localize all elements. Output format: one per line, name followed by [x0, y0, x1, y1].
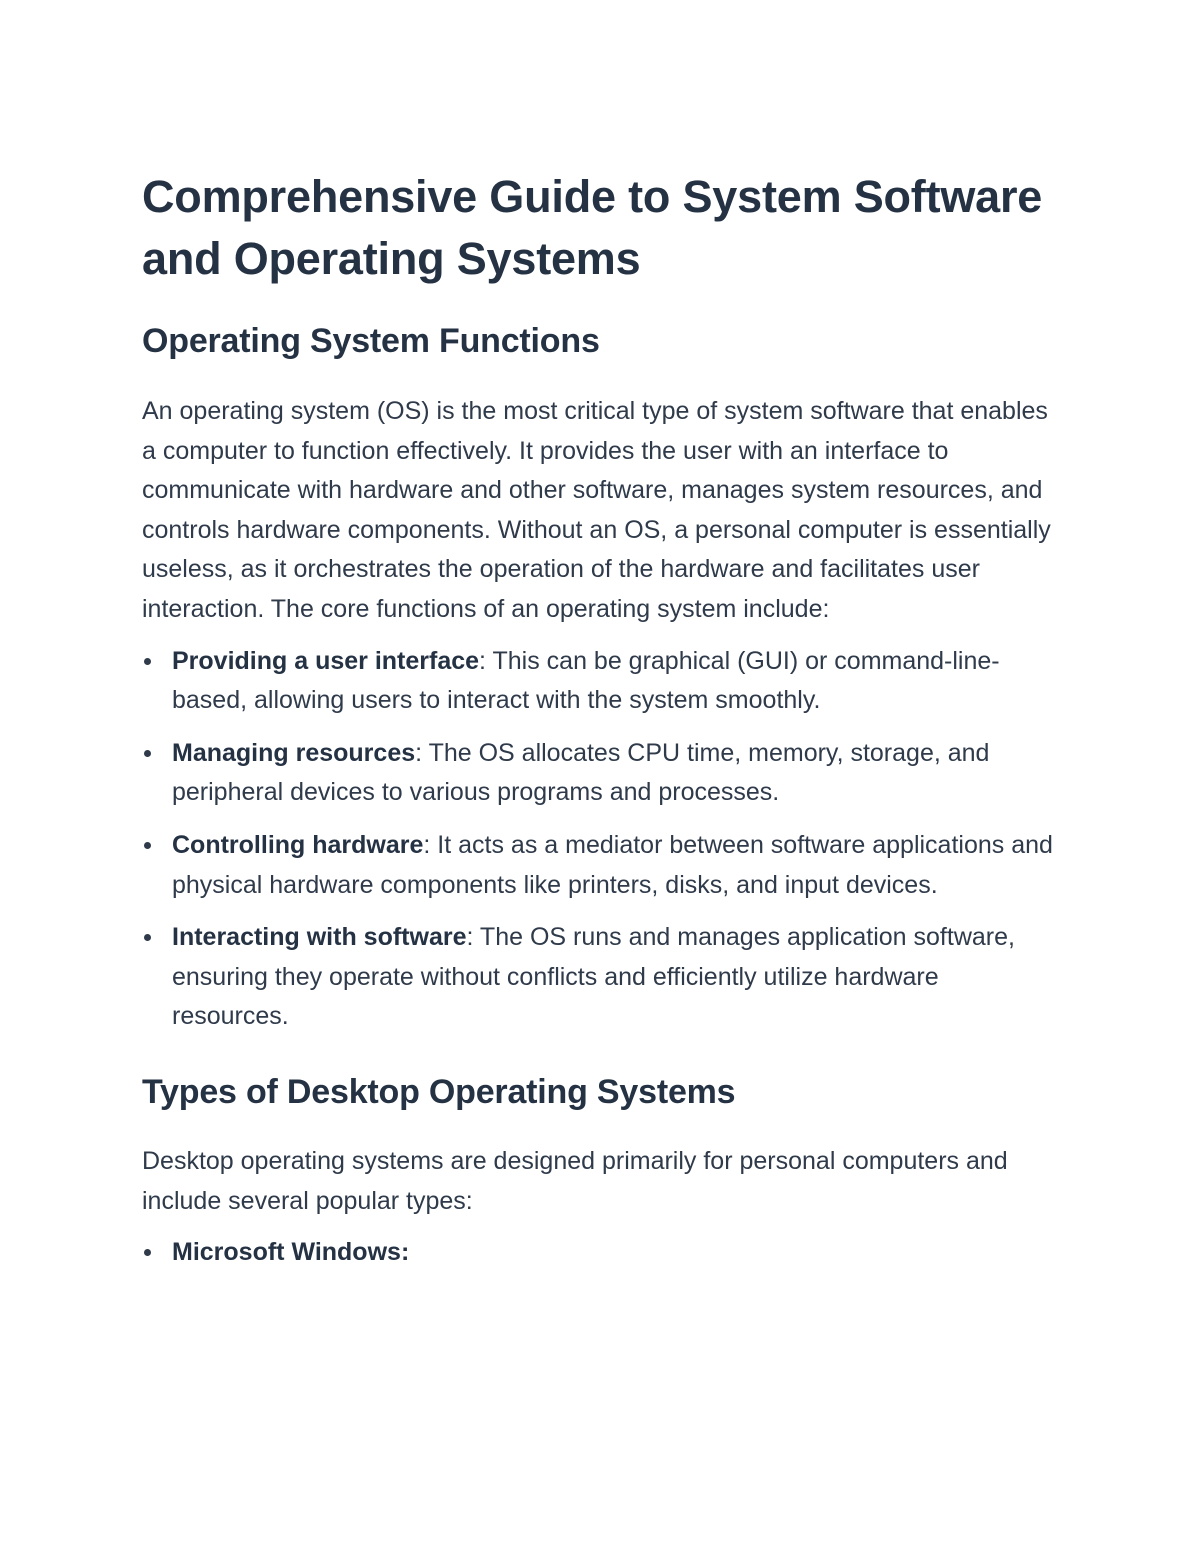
- list-item-text: : The OS runs and manages application software, ensuring they operate without conflicts and efficiently utilize hardware resources.: [172, 923, 1015, 1031]
- bullet-icon: [144, 658, 151, 665]
- list-item-term: Interacting with software: [172, 923, 467, 952]
- list-item-text: : This can be graphical (GUI) or command-line-based, allowing users to interact with the system smoothly.: [172, 646, 1000, 715]
- desktop-os-list: [142, 1233, 1062, 1273]
- section-heading-os-functions: Operating System Functions: [142, 322, 600, 360]
- list-item: [142, 1233, 1062, 1273]
- list-item: [142, 826, 1062, 905]
- bullet-icon: [144, 750, 151, 757]
- list-item: [142, 642, 1062, 721]
- list-item-text: : It acts as a mediator between software applications and physical hardware components like printers, disks, and input devices.: [172, 830, 1053, 899]
- section-heading-desktop-os-types: Types of Desktop Operating Systems: [142, 1072, 736, 1111]
- list-item-text: :: [400, 1238, 410, 1267]
- list-item-term: Controlling hardware: [172, 830, 424, 859]
- list-item-text: : The OS allocates CPU time, memory, storage, and peripheral devices to various programs and processes.: [172, 738, 990, 807]
- document-content: [142, 166, 1062, 1286]
- list-item-term: Managing resources: [172, 738, 416, 767]
- bullet-icon: [144, 842, 151, 849]
- list-item-term: Microsoft Windows: [172, 1238, 401, 1267]
- list-item: [142, 918, 1062, 1037]
- section-paragraph-desktop-os-types: Desktop operating systems are designed primarily for personal computers and include several popular types:: [142, 1146, 1008, 1215]
- bullet-icon: [144, 1249, 151, 1256]
- os-functions-list: [142, 642, 1062, 1037]
- document-title: Comprehensive Guide to System Software and Operating Systems: [142, 171, 1043, 284]
- bullet-icon: [144, 934, 151, 941]
- list-item-term: Providing a user interface: [172, 646, 480, 675]
- list-item: [142, 734, 1062, 813]
- section-paragraph-os-functions: An operating system (OS) is the most critical type of system software that enables a computer to function effectively. It provides the user with an interface to communicate with hardware and other software, manages system resources, and controls hardware components. Without an OS, a personal computer is essentially useless, as it orchestrates the operation of the hardware and facilitates user interaction. The core functions of an operating system include:: [142, 397, 1051, 623]
